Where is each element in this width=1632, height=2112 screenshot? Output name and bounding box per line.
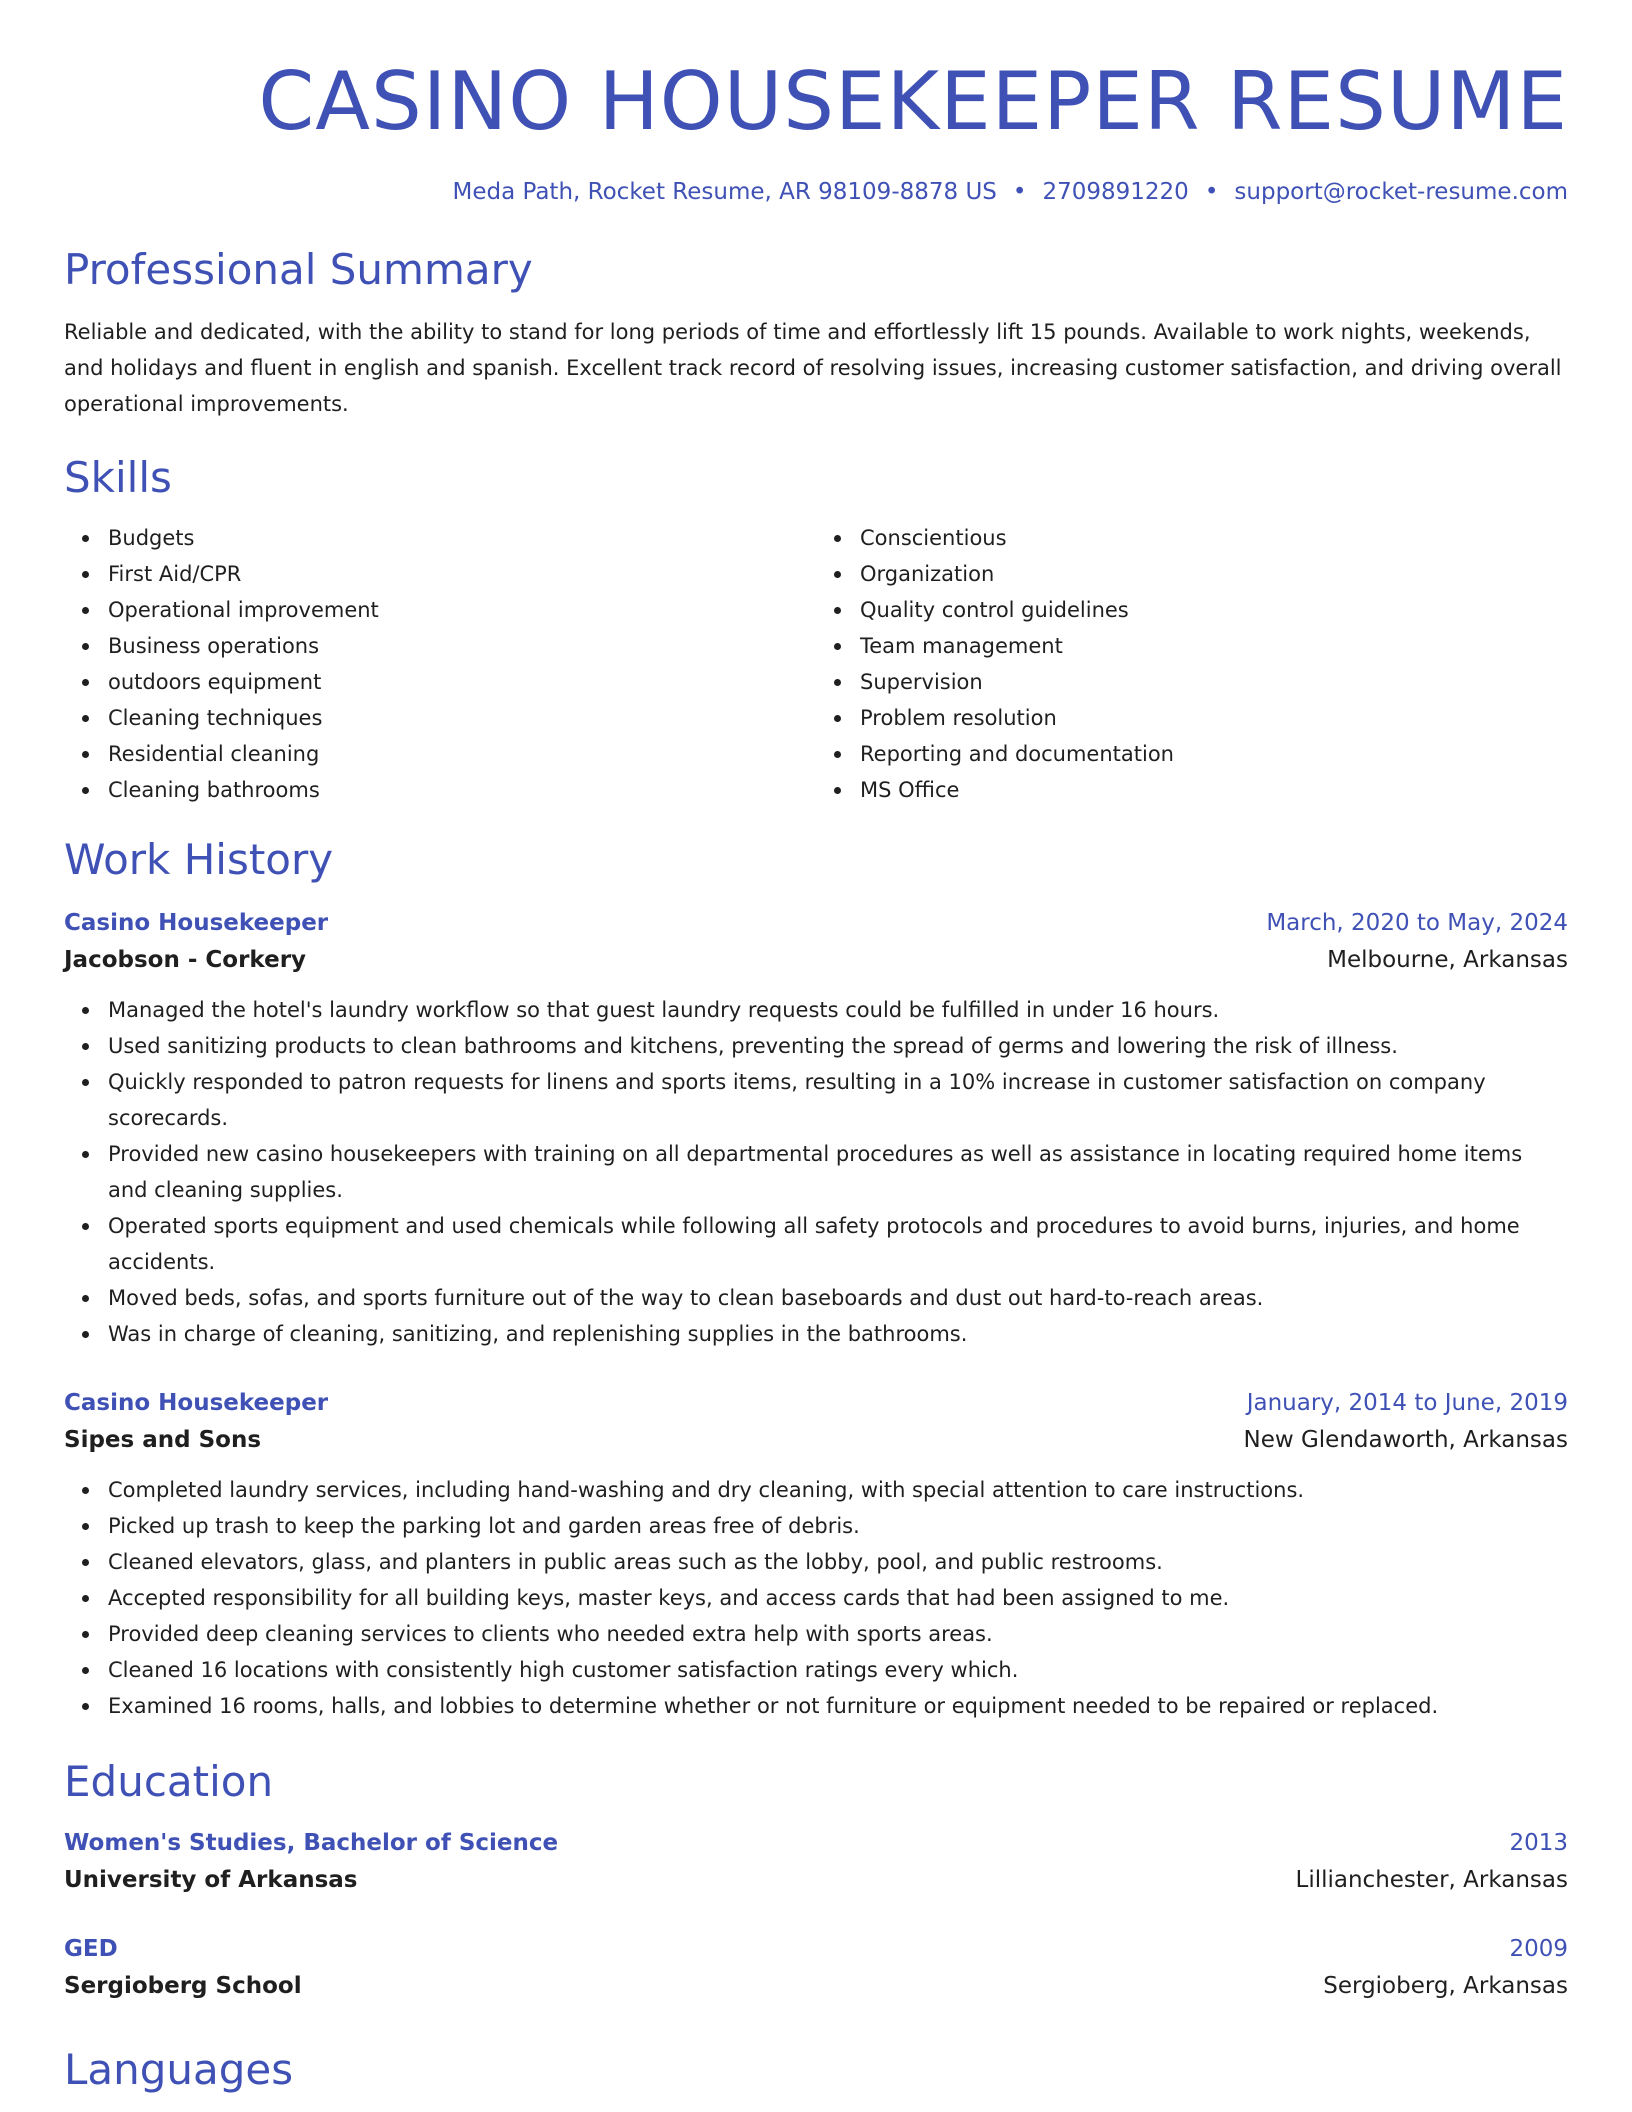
education-entry xyxy=(64,1826,1568,1900)
job-bullet: Used sanitizing products to clean bathrooms and kitchens, preventing the spread of germs and lowering the risk of illness. xyxy=(108,1028,1568,1064)
job-bullet: Operated sports equipment and used chemicals while following all safety protocols and procedures to avoid burns, injuries, and home accidents. xyxy=(108,1208,1568,1280)
school-name: Sergioberg School xyxy=(64,1973,302,1999)
job-dates: January, 2014 to June, 2019 xyxy=(1246,1390,1568,1416)
skill-item: Team management xyxy=(860,628,1568,664)
education-entry-subheader xyxy=(64,1966,1568,2006)
contact-phone: 2709891220 xyxy=(1042,179,1189,205)
contact-separator: • xyxy=(1012,179,1027,205)
job-location: Melbourne, Arkansas xyxy=(1327,947,1568,973)
school-name: University of Arkansas xyxy=(64,1867,358,1893)
job-bullet: Picked up trash to keep the parking lot and garden areas free of debris. xyxy=(108,1508,1568,1544)
education-entry-subheader xyxy=(64,1860,1568,1900)
school-location: Sergioberg, Arkansas xyxy=(1323,1973,1568,1999)
skills-left-column xyxy=(64,520,816,808)
contact-line xyxy=(64,176,1568,208)
job-bullet: Provided deep cleaning services to clients who needed extra help with sports areas. xyxy=(108,1616,1568,1652)
skill-item: Problem resolution xyxy=(860,700,1568,736)
skills-heading: Skills xyxy=(64,453,172,502)
skill-item: MS Office xyxy=(860,772,1568,808)
job-bullet: Examined 16 rooms, halls, and lobbies to determine whether or not furniture or equipment needed to be repaired or replaced. xyxy=(108,1688,1568,1724)
work-entry xyxy=(64,906,1568,1352)
skill-item: First Aid/CPR xyxy=(108,556,816,592)
contact-address: Meda Path, Rocket Resume, AR 98109-8878 US xyxy=(452,179,997,205)
skill-item: Budgets xyxy=(108,520,816,556)
school-location: Lillianchester, Arkansas xyxy=(1295,1867,1568,1893)
graduation-year: 2013 xyxy=(1509,1830,1568,1856)
job-bullet: Accepted responsibility for all building keys, master keys, and access cards that had been assigned to me. xyxy=(108,1580,1568,1616)
work-entry-subheader xyxy=(64,1420,1568,1460)
job-dates: March, 2020 to May, 2024 xyxy=(1266,910,1568,936)
job-bullet: Moved beds, sofas, and sports furniture out of the way to clean baseboards and dust out hard-to-reach areas. xyxy=(108,1280,1568,1316)
skills-columns xyxy=(64,520,1568,808)
skill-item: Organization xyxy=(860,556,1568,592)
resume-title: CASINO HOUSEKEEPER RESUME xyxy=(258,55,1568,148)
job-bullet: Cleaned elevators, glass, and planters in public areas such as the lobby, pool, and public restrooms. xyxy=(108,1544,1568,1580)
job-bullet: Cleaned 16 locations with consistently high customer satisfaction ratings every which. xyxy=(108,1652,1568,1688)
skill-item: Reporting and documentation xyxy=(860,736,1568,772)
work-entry-header xyxy=(64,1386,1568,1420)
work-entry-subheader xyxy=(64,940,1568,980)
job-title: Casino Housekeeper xyxy=(64,1390,329,1416)
job-location: New Glendaworth, Arkansas xyxy=(1243,1427,1568,1453)
degree-name: Women's Studies, Bachelor of Science xyxy=(64,1830,559,1856)
skill-item: Operational improvement xyxy=(108,592,816,628)
company-name: Jacobson - Corkery xyxy=(64,947,307,973)
job-title: Casino Housekeeper xyxy=(64,910,329,936)
contact-separator: • xyxy=(1204,179,1219,205)
job-bullets xyxy=(64,1472,1568,1724)
skill-item: Quality control guidelines xyxy=(860,592,1568,628)
education-heading: Education xyxy=(64,1757,274,1806)
job-bullet: Provided new casino housekeepers with training on all departmental procedures as well as assistance in locating required home items and cleaning supplies. xyxy=(108,1136,1568,1208)
skill-item: Cleaning bathrooms xyxy=(108,772,816,808)
summary-heading: Professional Summary xyxy=(64,245,533,294)
graduation-year: 2009 xyxy=(1509,1936,1568,1962)
skill-item: Conscientious xyxy=(860,520,1568,556)
work-history-heading: Work History xyxy=(64,835,334,884)
skill-item: Cleaning techniques xyxy=(108,700,816,736)
job-bullet: Was in charge of cleaning, sanitizing, and replenishing supplies in the bathrooms. xyxy=(108,1316,1568,1352)
work-entry xyxy=(64,1386,1568,1724)
job-bullet: Managed the hotel's laundry workflow so that guest laundry requests could be fulfilled in under 16 hours. xyxy=(108,992,1568,1028)
degree-name: GED xyxy=(64,1936,118,1962)
contact-email[interactable]: support@rocket-resume.com xyxy=(1234,179,1568,205)
job-bullet: Quickly responded to patron requests for linens and sports items, resulting in a 10% increase in customer satisfaction on company scorecards. xyxy=(108,1064,1568,1136)
work-entry-header xyxy=(64,906,1568,940)
education-entry xyxy=(64,1932,1568,2006)
job-bullets xyxy=(64,992,1568,1352)
job-bullet: Completed laundry services, including hand-washing and dry cleaning, with special attention to care instructions. xyxy=(108,1472,1568,1508)
skills-right-column xyxy=(816,520,1568,808)
education-entry-header xyxy=(64,1932,1568,1966)
summary-text: Reliable and dedicated, with the ability to stand for long periods of time and effortlessly lift 15 pounds. Available to work nights, weekends, and holidays and fluent in english and spanish. Excellent track record of resolving issues, increasing customer satisfaction, and driving overall operational improvements. xyxy=(64,320,1562,416)
languages-heading: Languages xyxy=(64,2045,294,2094)
education-entry-header xyxy=(64,1826,1568,1860)
skill-item: Supervision xyxy=(860,664,1568,700)
company-name: Sipes and Sons xyxy=(64,1427,262,1453)
skill-item: outdoors equipment xyxy=(108,664,816,700)
skill-item: Residential cleaning xyxy=(108,736,816,772)
skill-item: Business operations xyxy=(108,628,816,664)
